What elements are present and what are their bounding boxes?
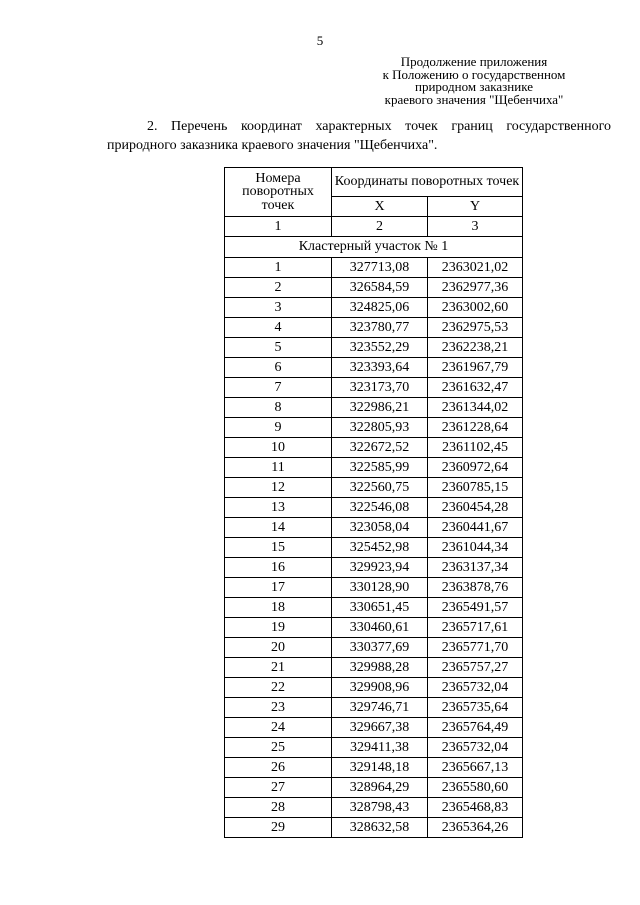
x-coordinate-cell: 329411,38 <box>332 738 428 758</box>
y-coordinate-cell: 2363021,02 <box>428 258 523 278</box>
x-coordinate-cell: 322546,08 <box>332 498 428 518</box>
point-number-cell: 9 <box>225 418 332 438</box>
table-row <box>225 498 523 518</box>
point-number-cell: 5 <box>225 338 332 358</box>
x-coordinate-cell: 329667,38 <box>332 718 428 738</box>
x-coordinate-cell: 323552,29 <box>332 338 428 358</box>
y-coordinate-cell: 2365364,26 <box>428 818 523 838</box>
y-coordinate-cell: 2365468,83 <box>428 798 523 818</box>
table-row <box>225 518 523 538</box>
point-number-cell: 24 <box>225 718 332 738</box>
column-header-x: X <box>332 197 428 217</box>
point-number-cell: 1 <box>225 258 332 278</box>
x-coordinate-cell: 323393,64 <box>332 358 428 378</box>
y-coordinate-cell: 2363002,60 <box>428 298 523 318</box>
point-number-cell: 15 <box>225 538 332 558</box>
x-coordinate-cell: 329908,96 <box>332 678 428 698</box>
y-coordinate-cell: 2365717,61 <box>428 618 523 638</box>
table-row <box>225 818 523 838</box>
x-coordinate-cell: 330460,61 <box>332 618 428 638</box>
point-number-cell: 11 <box>225 458 332 478</box>
column-header-coordinates: Координаты поворотных точек <box>332 168 523 197</box>
y-coordinate-cell: 2365735,64 <box>428 698 523 718</box>
section-heading <box>107 117 611 155</box>
table-row <box>225 258 523 278</box>
x-coordinate-cell: 330651,45 <box>332 598 428 618</box>
point-number-cell: 18 <box>225 598 332 618</box>
x-coordinate-cell: 322805,93 <box>332 418 428 438</box>
column-index: 2 <box>332 217 428 237</box>
table-row <box>225 278 523 298</box>
table-row <box>225 678 523 698</box>
table-row <box>225 338 523 358</box>
x-coordinate-cell: 329148,18 <box>332 758 428 778</box>
x-coordinate-cell: 327713,08 <box>332 258 428 278</box>
y-coordinate-cell: 2361102,45 <box>428 438 523 458</box>
appendix-note-line: Продолжение приложения <box>400 54 548 69</box>
point-number-cell: 20 <box>225 638 332 658</box>
point-number-cell: 12 <box>225 478 332 498</box>
point-number-cell: 28 <box>225 798 332 818</box>
y-coordinate-cell: 2360454,28 <box>428 498 523 518</box>
table-row <box>225 618 523 638</box>
section-heading-line: природного заказника краевого значения "Щебенчиха". <box>107 138 438 153</box>
y-coordinate-cell: 2360785,15 <box>428 478 523 498</box>
appendix-note <box>344 56 604 106</box>
table-row <box>225 318 523 338</box>
x-coordinate-cell: 323058,04 <box>332 518 428 538</box>
y-coordinate-cell: 2360972,64 <box>428 458 523 478</box>
point-number-cell: 17 <box>225 578 332 598</box>
table-row <box>225 538 523 558</box>
point-number-cell: 6 <box>225 358 332 378</box>
table-row <box>225 738 523 758</box>
point-number-cell: 19 <box>225 618 332 638</box>
y-coordinate-cell: 2360441,67 <box>428 518 523 538</box>
point-number-cell: 7 <box>225 378 332 398</box>
point-number-cell: 13 <box>225 498 332 518</box>
table-row <box>225 578 523 598</box>
column-index: 3 <box>428 217 523 237</box>
y-coordinate-cell: 2362238,21 <box>428 338 523 358</box>
y-coordinate-cell: 2365667,13 <box>428 758 523 778</box>
column-index: 1 <box>225 217 332 237</box>
point-number-cell: 22 <box>225 678 332 698</box>
x-coordinate-cell: 330128,90 <box>332 578 428 598</box>
y-coordinate-cell: 2361344,02 <box>428 398 523 418</box>
x-coordinate-cell: 328798,43 <box>332 798 428 818</box>
table-row <box>225 298 523 318</box>
coordinates-table <box>224 167 523 838</box>
y-coordinate-cell: 2362975,53 <box>428 318 523 338</box>
x-coordinate-cell: 328964,29 <box>332 778 428 798</box>
column-header-points: Номера поворотных точек <box>225 168 332 217</box>
point-number-cell: 16 <box>225 558 332 578</box>
x-coordinate-cell: 330377,69 <box>332 638 428 658</box>
page-number: 5 <box>316 33 324 48</box>
x-coordinate-cell: 322672,52 <box>332 438 428 458</box>
column-header-y: Y <box>428 197 523 217</box>
table-row <box>225 378 523 398</box>
table-row <box>225 458 523 478</box>
x-coordinate-cell: 326584,59 <box>332 278 428 298</box>
table-row <box>225 758 523 778</box>
y-coordinate-cell: 2365764,49 <box>428 718 523 738</box>
y-coordinate-cell: 2361632,47 <box>428 378 523 398</box>
x-coordinate-cell: 328632,58 <box>332 818 428 838</box>
table-row <box>225 558 523 578</box>
y-coordinate-cell: 2365757,27 <box>428 658 523 678</box>
cluster-title: Кластерный участок № 1 <box>225 237 523 258</box>
point-number-cell: 8 <box>225 398 332 418</box>
x-coordinate-cell: 329923,94 <box>332 558 428 578</box>
point-number-cell: 29 <box>225 818 332 838</box>
x-coordinate-cell: 324825,06 <box>332 298 428 318</box>
y-coordinate-cell: 2365732,04 <box>428 738 523 758</box>
table-row <box>225 398 523 418</box>
table-row <box>225 718 523 738</box>
x-coordinate-cell: 322986,21 <box>332 398 428 418</box>
y-coordinate-cell: 2363137,34 <box>428 558 523 578</box>
x-coordinate-cell: 323780,77 <box>332 318 428 338</box>
y-coordinate-cell: 2361228,64 <box>428 418 523 438</box>
point-number-cell: 23 <box>225 698 332 718</box>
section-heading-line: 2. Перечень координат характерных точек границ государственного <box>147 119 611 134</box>
point-number-cell: 14 <box>225 518 332 538</box>
point-number-cell: 26 <box>225 758 332 778</box>
table-row <box>225 778 523 798</box>
table-row <box>225 658 523 678</box>
x-coordinate-cell: 325452,98 <box>332 538 428 558</box>
point-number-cell: 27 <box>225 778 332 798</box>
appendix-note-line: к Положению о государственном <box>382 66 566 82</box>
point-number-cell: 4 <box>225 318 332 338</box>
x-coordinate-cell: 329746,71 <box>332 698 428 718</box>
table-row <box>225 418 523 438</box>
x-coordinate-cell: 323173,70 <box>332 378 428 398</box>
point-number-cell: 21 <box>225 658 332 678</box>
y-coordinate-cell: 2365491,57 <box>428 598 523 618</box>
y-coordinate-cell: 2365580,60 <box>428 778 523 798</box>
appendix-note-line: краевого значения "Щебенчиха" <box>384 91 564 107</box>
x-coordinate-cell: 322585,99 <box>332 458 428 478</box>
y-coordinate-cell: 2365771,70 <box>428 638 523 658</box>
table-row <box>225 698 523 718</box>
point-number-cell: 2 <box>225 278 332 298</box>
y-coordinate-cell: 2362977,36 <box>428 278 523 298</box>
table-row <box>225 638 523 658</box>
table-row <box>225 358 523 378</box>
table-row <box>225 478 523 498</box>
point-number-cell: 10 <box>225 438 332 458</box>
table-row <box>225 598 523 618</box>
appendix-note-line: природном заказнике <box>415 79 533 94</box>
y-coordinate-cell: 2365732,04 <box>428 678 523 698</box>
table-row <box>225 438 523 458</box>
x-coordinate-cell: 322560,75 <box>332 478 428 498</box>
y-coordinate-cell: 2361967,79 <box>428 358 523 378</box>
y-coordinate-cell: 2361044,34 <box>428 538 523 558</box>
x-coordinate-cell: 329988,28 <box>332 658 428 678</box>
point-number-cell: 3 <box>225 298 332 318</box>
point-number-cell: 25 <box>225 738 332 758</box>
y-coordinate-cell: 2363878,76 <box>428 578 523 598</box>
table-row <box>225 798 523 818</box>
